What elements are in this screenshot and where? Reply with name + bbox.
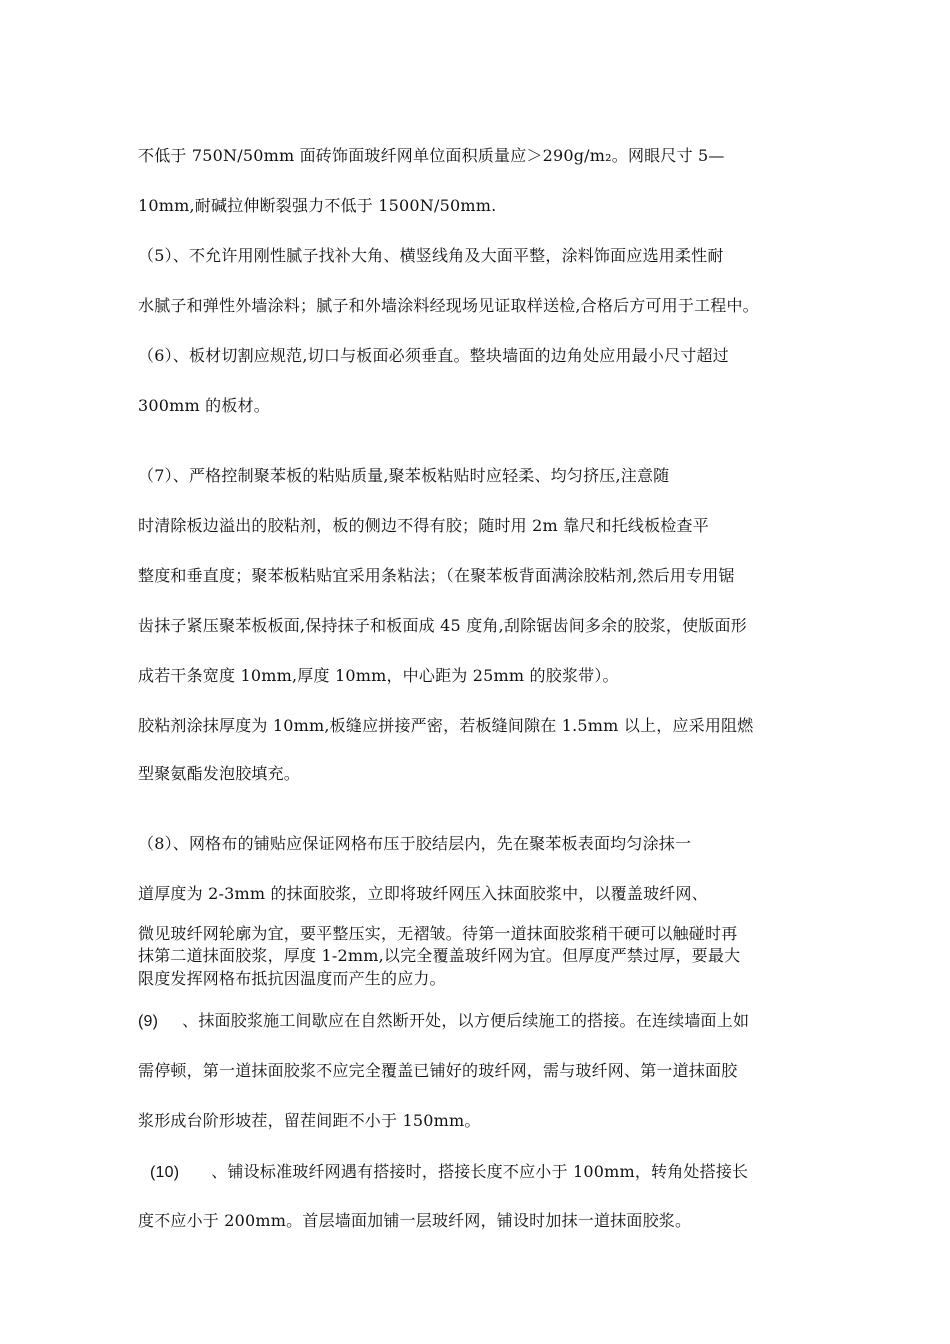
list-item-10-first-line	[150, 1162, 748, 1183]
text-line: 不低于 750N/50mm 面砖饰面玻纤网单位面积质量应＞290g/m₂。网眼尺寸 5—	[138, 146, 725, 165]
text-line: （5）、不允许用刚性腻子找补大角、横竖线角及大面平整，涂料饰面应选用柔性耐	[138, 246, 724, 265]
text-line: 胶粘剂涂抹厚度为 10mm,板缝应拼接严密，若板缝间隙在 1.5mm 以上，应采用阻燃	[138, 716, 754, 735]
text-line: 限度发挥网格布抵抗因温度而产生的应力。	[138, 969, 446, 988]
text-line: 微见玻纤网轮廓为宜，要平整压实，无褶皱。待第一道抹面胶浆稍干硬可以触碰时再	[138, 924, 738, 943]
text-line: 度不应小于 200mm。首层墙面加铺一层玻纤网，铺设时加抹一道抹面胶浆。	[138, 1211, 692, 1230]
text-line: （6）、板材切割应规范,切口与板面必须垂直。整块墙面的边角处应用最小尺寸超过	[138, 346, 729, 365]
item-number: (9)	[138, 1013, 159, 1030]
text-line: 齿抹子紧压聚苯板板面,保持抹子和板面成 45 度角,刮除锯齿间多余的胶浆，使版面形	[138, 616, 747, 635]
text-line: （7）、严格控制聚苯板的粘贴质量,聚苯板粘贴时应轻柔、均匀挤压,注意随	[138, 466, 670, 485]
list-item-9-first-line	[138, 1011, 749, 1032]
text-line: 时清除板边溢出的胶粘剂，板的侧边不得有胶；随时用 2m 靠尺和托线板检查平	[138, 516, 709, 535]
item-number: (10)	[150, 1164, 180, 1181]
text-line: 10mm,耐碱拉伸断裂强力不低于 1500N/50mm.	[138, 196, 497, 215]
text-line: 成若干条宽度 10mm,厚度 10mm，中心距为 25mm 的胶浆带）。	[138, 666, 619, 685]
text-line: 整度和垂直度；聚苯板粘贴宜采用条粘法；（在聚苯板背面满涂胶粘剂,然后用专用锯	[138, 566, 735, 585]
text-line: 300mm 的板材。	[138, 396, 270, 415]
text-line: 型聚氨酯发泡胶填充。	[138, 764, 301, 783]
text-line: 道厚度为 2-3mm 的抹面胶浆，立即将玻纤网压入抹面胶浆中，以覆盖玻纤网、	[138, 884, 708, 903]
text-line: 水腻子和弹性外墙涂料；腻子和外墙涂料经现场见证取样送检,合格后方可用于工程中。	[138, 296, 759, 315]
text-line: （8）、网格布的铺贴应保证网格布压于胶结层内，先在聚苯板表面均匀涂抹一	[138, 834, 692, 853]
text-line: 浆形成台阶形坡茬，留茬间距不小于 150mm。	[138, 1111, 481, 1130]
item-text: 、铺设标准玻纤网遇有搭接时，搭接长度不应小于 100mm，转角处搭接长	[211, 1162, 749, 1181]
item-text: 、抹面胶浆施工间歇应在自然断开处，以方便后续施工的搭接。在连续墙面上如	[182, 1011, 750, 1030]
text-line: 抹第二道抹面胶浆，厚度 1-2mm,以完全覆盖玻纤网为宜。但厚度严禁过厚，要最大	[138, 946, 741, 965]
text-line: 需停顿，第一道抹面胶浆不应完全覆盖已铺好的玻纤网，需与玻纤网、第一道抹面胶	[138, 1061, 738, 1080]
